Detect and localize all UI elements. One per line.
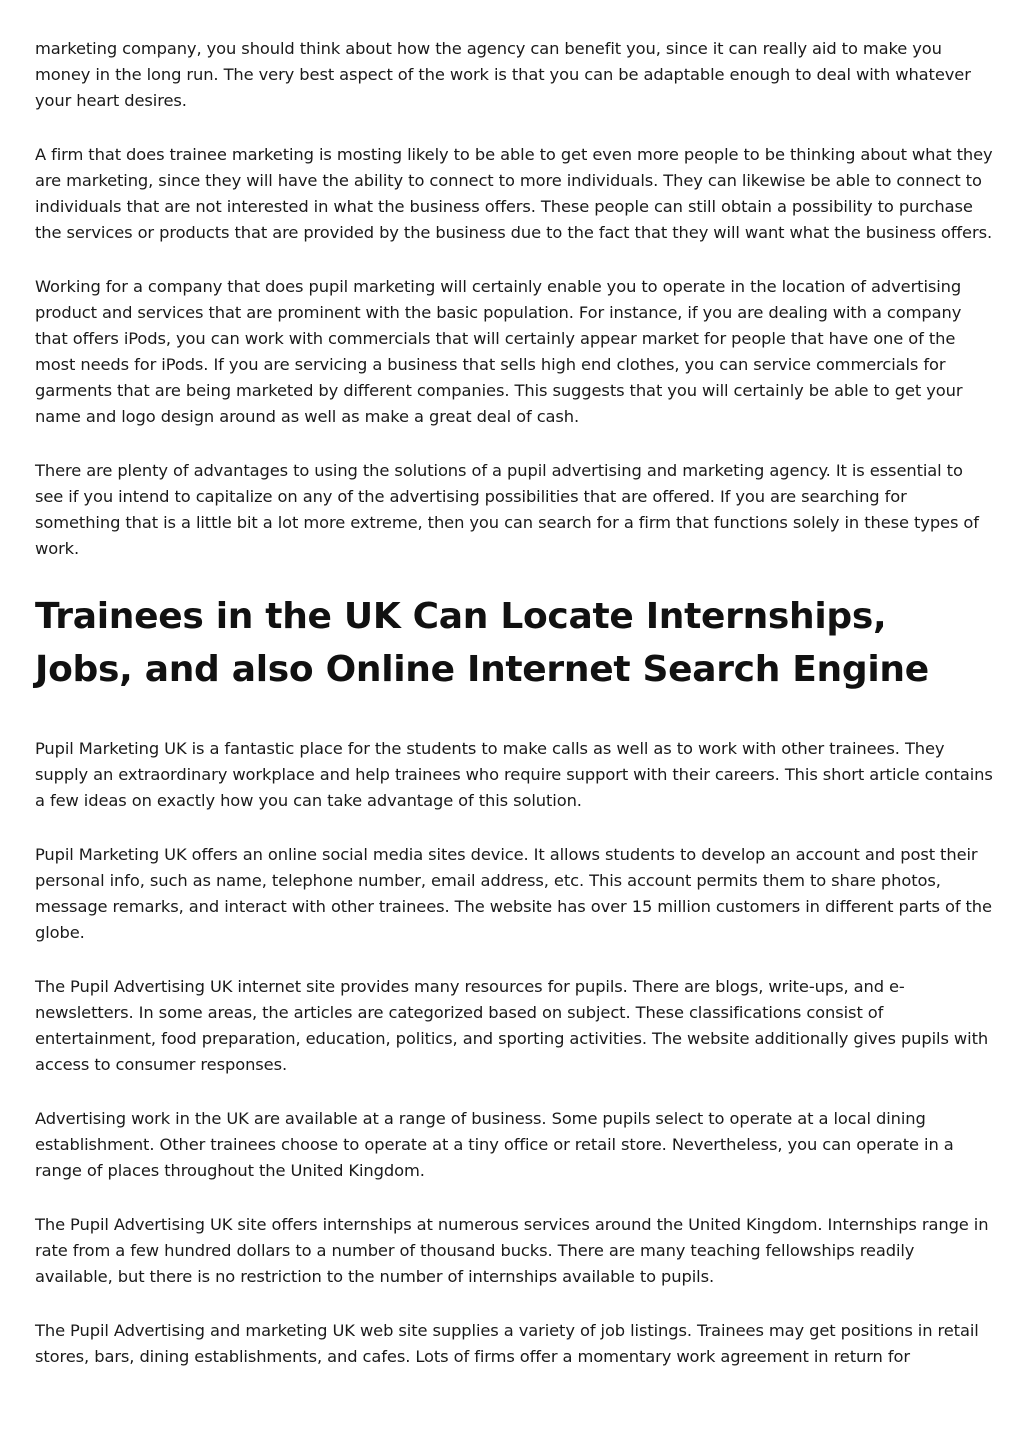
paragraph: A firm that does trainee marketing is mosting likely to be able to get even more people to be thinking about what they are marketing, since they will have the ability to connect to more individuals. They can likewise be able to connect to individuals that are not interested in what the business offers. These people can still obtain a possibility to purchase the services or products that are provided by the business due to the fact that they will want what the business offers. xyxy=(35,145,993,242)
paragraph: Pupil Marketing UK offers an online social media sites device. It allows students to develop an account and post their personal info, such as name, telephone number, email address, etc. This account permits them to share photos, message remarks, and interact with other trainees. The website has over 15 million customers in different parts of the globe. xyxy=(35,845,992,942)
section-heading: Trainees in the UK Can Locate Internships, Jobs, and also Online Internet Search Engine xyxy=(35,596,929,690)
paragraph: Advertising work in the UK are available at a range of business. Some pupils select to operate at a local dining establishment. Other trainees choose to operate at a tiny office or retail store. Nevertheless, you can operate in a range of places throughout the United Kingdom. xyxy=(35,1109,954,1180)
paragraph: Pupil Marketing UK is a fantastic place for the students to make calls as well as to work with other trainees. They supply an extraordinary workplace and help trainees who require support with their careers. This short article contains a few ideas on exactly how you can take advantage of this solution. xyxy=(35,739,993,810)
paragraph: The Pupil Advertising and marketing UK web site supplies a variety of job listings. Trainees may get positions in retail stores, bars, dining establishments, and cafes. Lots of firms offer a momentary work agreement in return for xyxy=(35,1321,979,1366)
paragraph: marketing company, you should think about how the agency can benefit you, since it can really aid to make you money in the long run. The very best aspect of the work is that you can be adaptable enough to deal with whatever your heart desires. xyxy=(35,39,971,110)
document-page xyxy=(35,36,995,1398)
paragraph: The Pupil Advertising UK site offers internships at numerous services around the United Kingdom. Internships range in rate from a few hundred dollars to a number of thousand bucks. There are many teaching fellowships readily available, but there is no restriction to the number of internships available to pupils. xyxy=(35,1215,989,1286)
paragraph: There are plenty of advantages to using the solutions of a pupil advertising and marketing agency. It is essential to see if you intend to capitalize on any of the advertising possibilities that are offered. If you are searching for something that is a little bit a lot more extreme, then you can search for a firm that functions solely in these types of work. xyxy=(35,461,979,558)
paragraph: The Pupil Advertising UK internet site provides many resources for pupils. There are blogs, write-ups, and e-newsletters. In some areas, the articles are categorized based on subject. These classifications consist of entertainment, food preparation, education, politics, and sporting activities. The website additionally gives pupils with access to consumer responses. xyxy=(35,977,989,1074)
paragraph: Working for a company that does pupil marketing will certainly enable you to operate in the location of advertising product and services that are prominent with the basic population. For instance, if you are dealing with a company that offers iPods, you can work with commercials that will certainly appear market for people that have one of the most needs for iPods. If you are servicing a business that sells high end clothes, you can service commercials for garments that are being marketed by different companies. This suggests that you will certainly be able to get your name and logo design around as well as make a great deal of cash. xyxy=(35,277,963,426)
